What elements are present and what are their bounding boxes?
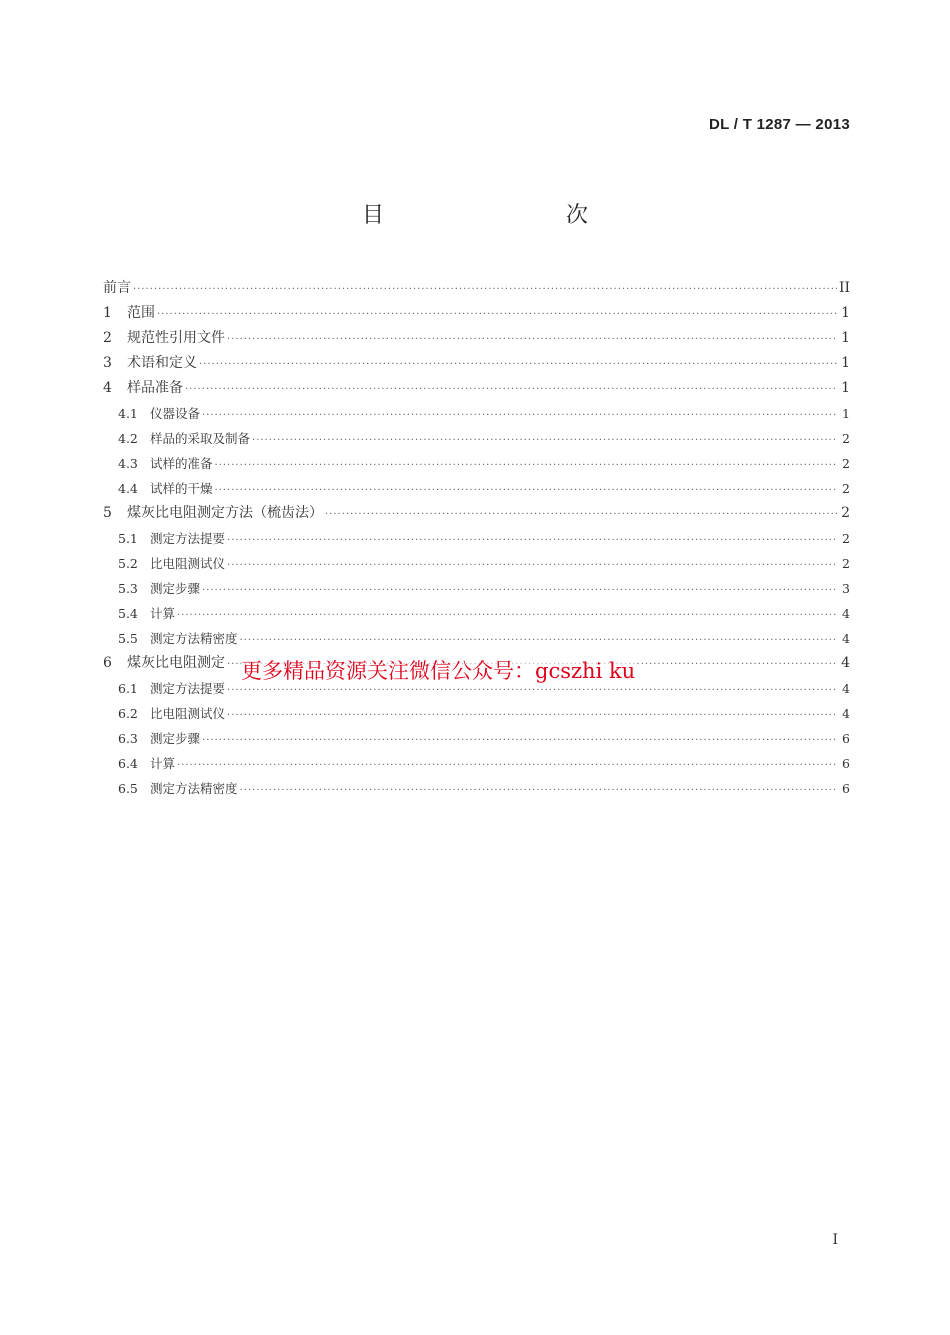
toc-entry-number: 5 [103, 505, 112, 521]
dot-leader [177, 753, 838, 778]
toc-entry-label: 测定方法精密度 [150, 781, 238, 796]
toc-entry[interactable] [103, 426, 850, 451]
toc-entry[interactable] [103, 451, 850, 476]
page-title: 目 次 [361, 203, 634, 228]
dot-leader [202, 578, 838, 603]
toc-entry-label: 测定方法精密度 [150, 631, 238, 646]
toc-entry-number: 5.1 [118, 531, 138, 546]
standard-code: DL / T 1287 — 2013 [708, 116, 850, 133]
toc-entry-page: 3 [842, 581, 850, 596]
toc-entry-label: 比电阻测试仪 [150, 556, 226, 571]
toc-entry[interactable] [103, 351, 850, 376]
toc-entry-page: 4 [842, 706, 850, 721]
toc-entry-label: 规范性引用文件 [127, 330, 225, 346]
toc-entry-number: 5.5 [118, 631, 138, 646]
toc-entry[interactable] [103, 476, 850, 501]
toc-entry-number: 5.3 [118, 581, 138, 596]
toc-entry[interactable] [103, 576, 850, 601]
dot-leader [199, 352, 838, 377]
toc-entry-number: 6.2 [118, 706, 138, 721]
toc-entry-page: 1 [842, 406, 850, 421]
dot-leader [227, 327, 838, 352]
toc-entry-label: 测定方法提要 [150, 681, 226, 696]
dot-leader [202, 403, 838, 428]
dot-leader [227, 528, 838, 553]
toc-entry-label: 仪器设备 [150, 406, 201, 421]
toc-entry-number: 5.4 [118, 606, 138, 621]
toc-entry-label: 煤灰比电阻测定方法（梳齿法） [127, 505, 323, 521]
toc-entry[interactable] [103, 776, 850, 801]
toc-entry-page: 1 [841, 380, 850, 396]
toc-entry[interactable] [103, 401, 850, 426]
toc-entry-page: 6 [842, 756, 850, 771]
toc-entry-number: 6 [103, 655, 112, 671]
toc-entry-number: 6.5 [118, 781, 138, 796]
toc-entry-number: 4.4 [118, 481, 138, 496]
toc-entry-label: 试样的准备 [150, 456, 213, 471]
toc-entry[interactable] [103, 526, 850, 551]
toc-entry-page: 2 [842, 456, 850, 471]
watermark-text: 更多精品资源关注微信公众号：gcszhi ku [241, 655, 635, 685]
page-number: I [832, 1232, 838, 1248]
dot-leader [215, 453, 838, 478]
toc-entry-page: 4 [842, 681, 850, 696]
toc-entry-label: 前言 [103, 280, 131, 296]
toc-entry-page: 2 [842, 481, 850, 496]
toc-entry-page: 4 [842, 606, 850, 621]
toc-entry-label: 测定步骤 [150, 731, 201, 746]
toc-entry[interactable] [103, 501, 850, 526]
dot-leader [177, 603, 838, 628]
toc-entry-page: 6 [842, 781, 850, 796]
toc-entry-page: 2 [842, 431, 850, 446]
toc-entry[interactable] [103, 726, 850, 751]
toc-entry-number: 4.3 [118, 456, 138, 471]
toc-entry-number: 6.4 [118, 756, 138, 771]
toc-entry[interactable] [103, 301, 850, 326]
toc-entry[interactable] [103, 751, 850, 776]
toc-entry[interactable] [103, 551, 850, 576]
dot-leader [240, 628, 838, 653]
toc-entry-label: 测定方法提要 [150, 531, 226, 546]
toc-entry-label: 计算 [150, 606, 176, 621]
toc-entry[interactable] [103, 376, 850, 401]
toc-entry-number: 3 [103, 355, 112, 371]
toc-entry-label: 范围 [127, 305, 155, 321]
toc-entry-page: 2 [842, 556, 850, 571]
toc-entry-number: 4.2 [118, 431, 138, 446]
table-of-contents [103, 276, 850, 801]
dot-leader [215, 478, 838, 503]
toc-entry[interactable] [103, 701, 850, 726]
dot-leader [185, 377, 838, 402]
toc-entry-label: 测定步骤 [150, 581, 201, 596]
toc-entry-page: 1 [841, 355, 850, 371]
toc-entry-number: 4 [103, 380, 112, 396]
dot-leader [133, 277, 837, 302]
toc-entry-page: 1 [841, 305, 850, 321]
toc-entry-label: 煤灰比电阻测定 [127, 655, 225, 671]
toc-entry-page: 2 [842, 531, 850, 546]
toc-entry-label: 计算 [150, 756, 176, 771]
toc-entry-label: 比电阻测试仪 [150, 706, 226, 721]
toc-entry-page: II [838, 280, 850, 296]
toc-entry-page: 4 [841, 655, 850, 671]
toc-entry-label: 样品的采取及制备 [150, 431, 251, 446]
toc-entry-page: 4 [842, 631, 850, 646]
toc-entry[interactable] [103, 626, 850, 651]
dot-leader [325, 502, 838, 527]
toc-entry[interactable] [103, 276, 850, 301]
toc-entry-number: 2 [103, 330, 112, 346]
toc-entry-page: 1 [841, 330, 850, 346]
toc-entry-page: 2 [841, 505, 850, 521]
dot-leader [252, 428, 838, 453]
toc-entry-label: 样品准备 [127, 380, 183, 396]
toc-entry-label: 试样的干燥 [150, 481, 213, 496]
dot-leader [157, 302, 838, 327]
dot-leader [240, 778, 838, 803]
toc-entry[interactable] [103, 601, 850, 626]
dot-leader [227, 703, 838, 728]
toc-entry-page: 6 [842, 731, 850, 746]
toc-entry-number: 1 [103, 305, 112, 321]
dot-leader [202, 728, 838, 753]
toc-entry-number: 6.3 [118, 731, 138, 746]
toc-entry-number: 6.1 [118, 681, 138, 696]
dot-leader [227, 553, 838, 578]
toc-entry-label: 术语和定义 [127, 355, 197, 371]
toc-entry[interactable] [103, 326, 850, 351]
toc-entry-number: 5.2 [118, 556, 138, 571]
toc-entry-number: 4.1 [118, 406, 138, 421]
